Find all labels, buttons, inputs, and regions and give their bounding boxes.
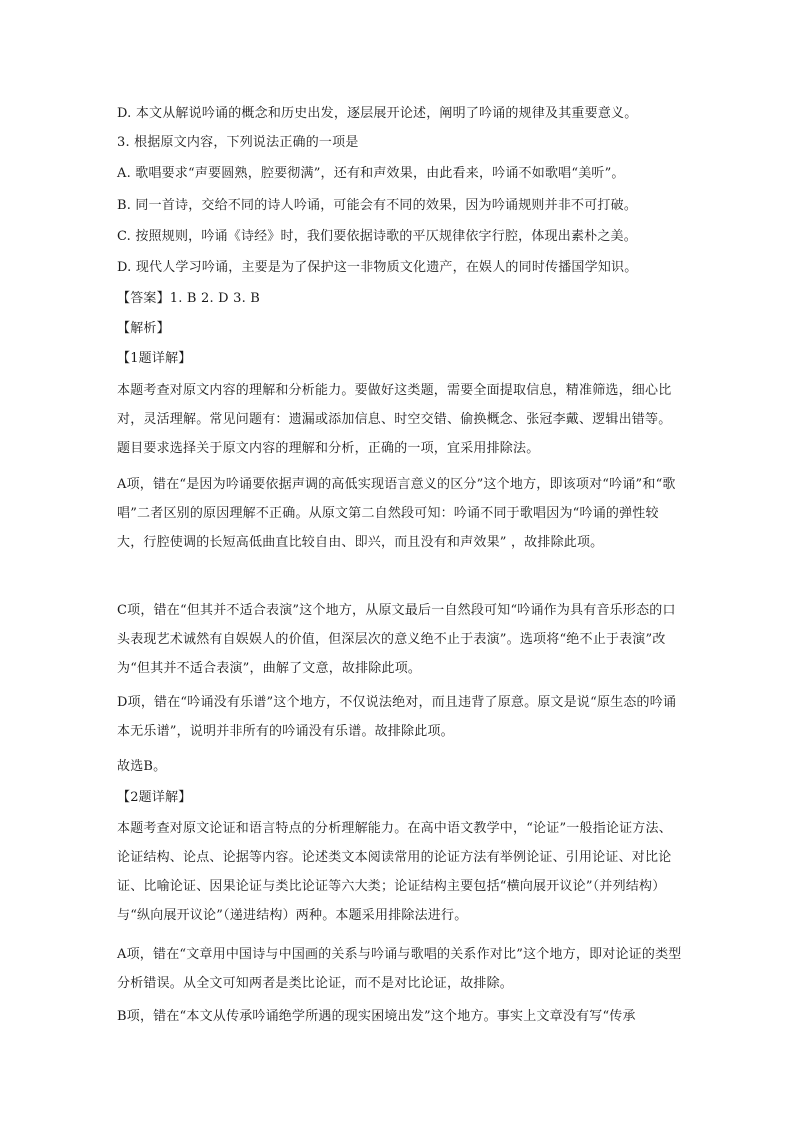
q1-intro: 本题考查对原文内容的理解和分析能力。要做好这类题，需要全面提取信息，精准筛选，细心比对，灵活理解。常见问题有：遗漏或添加信息、时空交错、偷换概念、张冠李戴、逻辑出错等。题目要求选择关于原文内容的理解和分析，正确的一项，宜采用排除法。 xyxy=(117,383,672,456)
option-d-q3: D. 现代人学习吟诵，主要是为了保护这一非物质文化遗产，在娱人的同时传播国学知识。 xyxy=(117,260,638,275)
answer-line: 【答案】1. B 2. D 3. B xyxy=(117,291,261,306)
q1-option-a-analysis: A项，错在“是因为吟诵要依据声调的高低实现语言意义的区分”这个地方，即该项对“吟诵”和“歌唱”二者区别的原因理解不正确。从原文第二自然段可知：吟诵不同于歌唱因为“吟诵的弹性较大，行腔使调的长短高低曲直比较自由、即兴，而且没有和声效果” ，故排除此项。 xyxy=(117,477,676,550)
option-a-q3: A. 歌唱要求“声要圆熟，腔要彻满”，还有和声效果，由此看来，吟诵不如歌唱“美听”。 xyxy=(117,166,625,181)
q1-option-d-analysis: D项，错在“吟诵没有乐谱”这个地方，不仅说法绝对，而且违背了原意。原文是说“原生态的吟诵本无乐谱”，说明并非所有的吟诵没有乐谱。故排除此项。 xyxy=(117,695,677,739)
analysis-heading: 【解析】 xyxy=(117,321,170,336)
option-b-q3: B. 同一首诗，交给不同的诗人吟诵，可能会有不同的效果，因为吟诵规则并非不可打破。 xyxy=(117,198,638,213)
q2-option-a-analysis: A项，错在“文章用中国诗与中国画的关系与吟诵与歌唱的关系作对比”这个地方，即对论证的类型分析错误。从全文可知两者是类比论证，而不是对比论证，故排除。 xyxy=(117,947,682,991)
option-c-q3: C. 按照规则，吟诵《诗经》时，我们要依据诗歌的平仄规律依字行腔，体现出素朴之美。 xyxy=(117,229,637,244)
option-d-q2: D. 本文从解说吟诵的概念和历史出发，逐层展开论述，阐明了吟诵的规律及其重要意义。 xyxy=(117,106,638,121)
q2-intro: 本题考查对原文论证和语言特点的分析理解能力。在高中语文教学中，“论证”一般指论证方法、论证结构、论点、论据等内容。论述类文本阅读常用的论证方法有举例论证、引用论证、对比论证、比喻论证、因果论证与类比论证等六大类；论证结构主要包括“横向展开议论”（并列结构）与“纵向展开议论”（递进结构）两种。本题采用排除法进行。 xyxy=(117,821,672,923)
q1-conclusion: 故选B。 xyxy=(117,759,167,774)
q2-detail-heading: 【2题详解】 xyxy=(117,790,192,805)
q1-detail-heading: 【1题详解】 xyxy=(117,351,192,366)
q2-option-b-analysis: B项，错在“本文从传承吟诵绝学所遇的现实困境出发”这个地方。事实上文章没有写“传承 xyxy=(117,1009,636,1024)
q1-option-c-analysis: C项，错在“但其并不适合表演”这个地方，从原文最后一自然段可知“吟诵作为具有音乐形态的口头表现艺术诚然有自娱娱人的价值，但深层次的意义绝不止于表演”。选项将“绝不止于表演”改为“但其并不适合表演”，曲解了文意，故排除此项。 xyxy=(117,603,676,676)
question-3-stem: 3. 根据原文内容，下列说法正确的一项是 xyxy=(117,135,359,150)
